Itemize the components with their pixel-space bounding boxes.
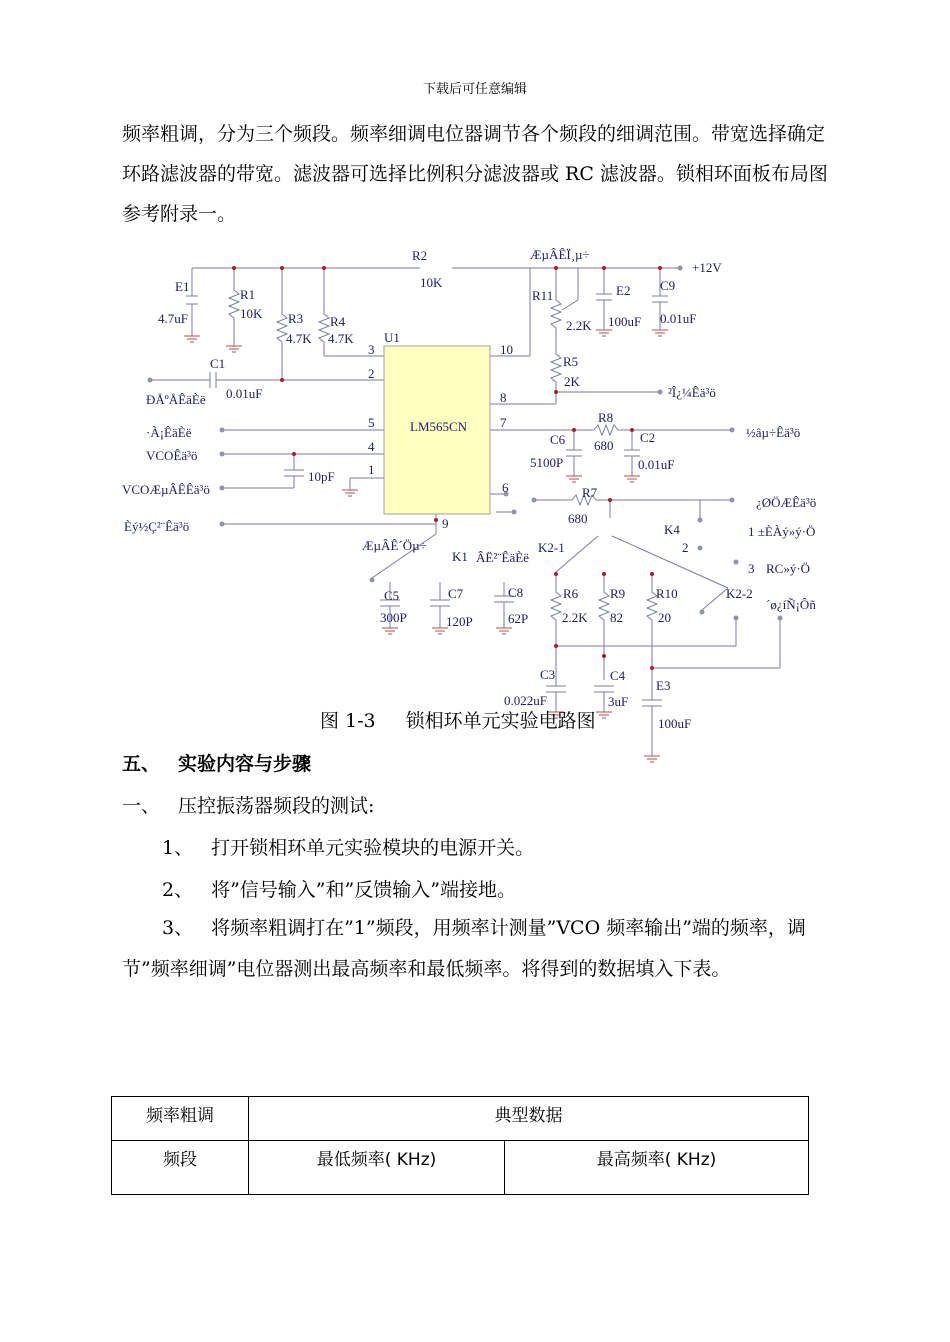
intro-paragraph: 频率粗调，分为三个频段。频率细调电位器调节各个频段的细调范围。带宽选择确定环路滤波器的带宽。滤波器可选择比例积分滤波器或 RC 滤波器。锁相环面板布局图参考附录一。: [122, 123, 828, 225]
section-title: 实验内容与步骤: [178, 753, 312, 775]
step-text: 将频率粗调打在”1”频段，用频率计测量”VCO 频率输出”端的频率，调节”频率细调”电位器测出最高频率和最低频率。将得到的数据填入下表。: [122, 917, 806, 980]
c5-label: C5: [384, 588, 400, 603]
vco-output-label: VCOÊä³ö: [146, 448, 198, 463]
pin-8: 8: [500, 390, 507, 405]
c4-label: C4: [610, 668, 626, 683]
step-text: 打开锁相环单元实验模块的电源开关。: [211, 837, 535, 859]
subsection-label: 一、: [122, 795, 161, 817]
r10-value: 20: [658, 610, 671, 625]
r2-label: R2: [412, 248, 428, 263]
feedback-input-label: ·À¡ÊäÈë: [146, 425, 192, 440]
e1-label: E1: [175, 279, 190, 294]
pin-7: 7: [500, 415, 507, 430]
r7-value: 680: [568, 511, 588, 526]
pin-9: 9: [442, 516, 449, 531]
step-1: [162, 828, 534, 868]
c1-label: C1: [210, 356, 226, 371]
figure-caption: [320, 706, 596, 733]
rc-filter-label: RC»ý·Ö: [766, 561, 811, 576]
r5-value: 2K: [564, 374, 580, 389]
coarse-tune-label: ÆµÂÊ´Öµ÷: [362, 538, 427, 553]
e2-value: 100uF: [608, 314, 642, 329]
r6-value: 2.2K: [562, 610, 588, 625]
r11-label: R11: [532, 288, 554, 303]
c2-value: 0.01uF: [638, 457, 675, 472]
r6-label: R6: [563, 586, 579, 601]
c6-label: C6: [550, 432, 566, 447]
pin-2: 2: [368, 366, 375, 381]
pin-4: 4: [368, 439, 375, 454]
step-number: 1、: [162, 837, 194, 859]
c10-value: 10pF: [308, 469, 335, 484]
k4-pos2-label: 2: [682, 540, 689, 555]
r2-value: 10K: [420, 275, 443, 290]
vco-freq-input-label: VCOÆµÂÊÊä³ö: [122, 482, 210, 497]
c7-value: 120P: [446, 614, 473, 629]
vcc-label: +12V: [692, 260, 722, 275]
c5-value: 300P: [380, 610, 407, 625]
e1-value: 4.7uF: [158, 311, 188, 326]
pin-1: 1: [368, 462, 375, 477]
c7-label: C7: [448, 586, 464, 601]
frequency-table: [111, 1096, 809, 1195]
c9-label: C9: [660, 278, 676, 293]
k1-label: K1: [452, 549, 468, 564]
step-2: [162, 870, 516, 910]
section-heading: [122, 744, 311, 784]
r1-value: 10K: [240, 306, 263, 321]
page-header: 下载后可任意编辑: [422, 82, 527, 97]
bandwidth-select-label: ´ø¿íÑ¡Ôñ: [766, 597, 816, 612]
table-cell-max-freq: 最高频率( KHz): [505, 1141, 809, 1195]
r3-label: R3: [288, 311, 304, 326]
table-header-coarse: 频率粗调: [112, 1097, 249, 1141]
chip-name: LM565CN: [410, 419, 468, 434]
e3-value: 100uF: [658, 716, 692, 731]
c6-value: 5100P: [530, 455, 564, 470]
r4-value: 4.7K: [328, 331, 354, 346]
k4-pos3-label: 3: [748, 561, 755, 576]
r1-label: R1: [240, 287, 256, 302]
k4-pos1-label: 1 ±ÈÀý»ý·Ö: [748, 524, 816, 539]
c8-label: C8: [508, 585, 524, 600]
c1-value: 0.01uF: [226, 386, 263, 401]
table-cell-min-freq: 最低频率( KHz): [249, 1141, 505, 1195]
subsection-heading: [122, 786, 374, 826]
step-text: 将”信号输入”和”反馈输入”端接地。: [211, 879, 516, 901]
pin-6: 6: [502, 480, 509, 495]
pin-10: 10: [500, 342, 513, 357]
pin-5: 5: [368, 415, 375, 430]
r5-label: R5: [563, 354, 579, 369]
u1-label: U1: [384, 330, 400, 345]
k4-label: K4: [664, 522, 680, 537]
e2-label: E2: [616, 283, 631, 298]
r9-value: 82: [610, 610, 623, 625]
r7-label: R7: [582, 485, 598, 500]
control-output-label: ¿ØÖÆÊä³ö: [756, 495, 817, 510]
r10-label: R10: [656, 586, 678, 601]
c3-label: C3: [540, 667, 556, 682]
c2-label: C2: [640, 430, 656, 445]
step-3: [122, 908, 842, 990]
table-cell-band: 频段: [112, 1141, 249, 1195]
r8-label: R8: [598, 410, 614, 425]
k2-2-label: K2-2: [726, 586, 753, 601]
subsection-title: 压控振荡器频段的测试:: [178, 795, 375, 817]
c9-value: 0.01uF: [660, 311, 697, 326]
signal-input-label: ÐÅºÅÊäÈë: [146, 392, 206, 407]
top-garbled-label: ÆµÂÊÏ¸µ÷: [530, 247, 590, 262]
pin-3: 3: [368, 342, 375, 357]
section-label: 五、: [122, 753, 161, 775]
r9-label: R9: [610, 586, 626, 601]
figure-number: 图 1-3: [320, 710, 376, 732]
r3-value: 4.7K: [286, 331, 312, 346]
demod-output-label: ½âµ÷Êä³ö: [746, 425, 801, 440]
triangle-output-label: Èý½Ç²¨Êä³ö: [124, 519, 190, 534]
c8-value: 62P: [508, 611, 529, 626]
k2-1-label: K2-1: [538, 540, 565, 555]
step-number: 3、: [162, 917, 194, 939]
table-header-typical: 典型数据: [249, 1097, 809, 1141]
r8-value: 680: [594, 438, 614, 453]
e3-label: E3: [656, 678, 671, 693]
step-number: 2、: [162, 879, 194, 901]
figure-title: 锁相环单元实验电路图: [405, 710, 596, 732]
c3-value: 0.022uF: [504, 693, 547, 708]
phase-output-label: ²Î¿¼Êä³ö: [668, 385, 716, 400]
filter-input-label: ÂË²¨ÊäÈë: [476, 550, 529, 565]
r11-value: 2.2K: [566, 318, 592, 333]
r4-label: R4: [330, 314, 346, 329]
c4-value: 3uF: [608, 694, 629, 709]
